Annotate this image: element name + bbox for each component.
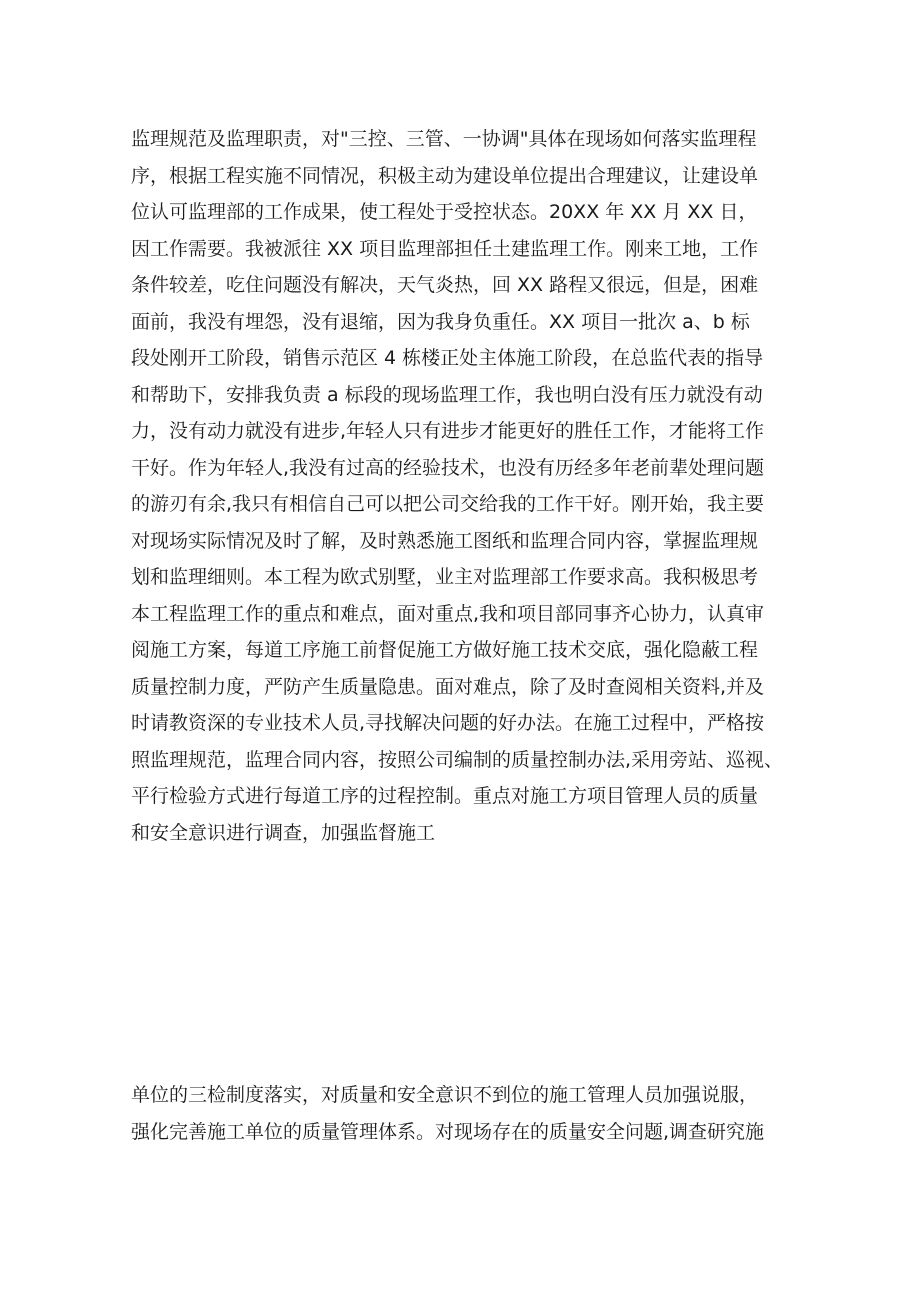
text-line: 和安全意识进行调查，加强监督施工 xyxy=(131,821,436,844)
text-line: 阅施工方案，每道工序施工前督促施工方做好施工技术交底，强化隐蔽工程 xyxy=(131,639,759,661)
text-line: 监理规范及监理职责，对"三控、三管、一协调"具体在现场如何落实监理程 xyxy=(131,128,757,150)
text-line: 强化完善施工单位的质量管理体系。对现场存在的质量安全问题,调查研究施 xyxy=(131,1120,765,1143)
text-line: 本工程监理工作的重点和难点，面对重点,我和项目部同事齐心协力，认真审 xyxy=(131,602,765,625)
text-line: 质量控制力度，严防产生质量隐患。面对难点，除了及时查阅相关资料,并及 xyxy=(131,675,765,698)
body-paragraph xyxy=(131,121,799,851)
text-line: 序，根据工程实施不同情况，积极主动为建设单位提出合理建议，让建设单 xyxy=(131,164,759,187)
continued-paragraph xyxy=(131,1077,799,1150)
text-line: 平行检验方式进行每道工序的过程控制。重点对施工方项目管理人员的质量 xyxy=(131,785,759,807)
text-line: 时请教资深的专业技术人员,寻找解决问题的好办法。在施工过程中，严格按 xyxy=(131,712,765,734)
text-line: 位认可监理部的工作成果，使工程处于受控状态。20XX 年 XX 月 XX 日， xyxy=(131,201,758,223)
text-line: 和帮助下，安排我负责 a 标段的现场监理工作，我也明白没有压力就没有动 xyxy=(131,383,763,406)
text-line: 面前，我没有埋怨，没有退缩，因为我身负重任。XX 项目一批次 a、b 标 xyxy=(131,310,750,333)
text-line: 对现场实际情况及时了解，及时熟悉施工图纸和监理合同内容，掌握监理规 xyxy=(131,529,759,552)
text-line: 力，没有动力就没有进步,年轻人只有进步才能更好的胜任工作，才能将工作 xyxy=(131,420,765,442)
text-line: 划和监理细则。本工程为欧式别墅，业主对监理部工作要求高。我积极思考 xyxy=(131,566,759,588)
text-line: 的游刃有余,我只有相信自己可以把公司交给我的工作干好。刚开始，我主要 xyxy=(131,493,765,515)
text-line: 段处刚开工阶段，销售示范区 4 栋楼正处主体施工阶段，在总监代表的指导 xyxy=(131,347,764,369)
text-line: 单位的三检制度落实，对质量和安全意识不到位的施工管理人员加强说服， xyxy=(131,1084,759,1106)
text-line: 干好。作为年轻人,我没有过高的经验技术，也没有历经多年老前辈处理问题 xyxy=(131,456,765,479)
text-line: 条件较差，吃住问题没有解决，天气炎热，回 XX 路程又很远，但是，困难 xyxy=(131,274,759,296)
text-line: 因工作需要。我被派往 XX 项目监理部担任土建监理工作。刚来工地，工作 xyxy=(131,237,759,260)
text-line: 照监理规范，监理合同内容，按照公司编制的质量控制办法,采用旁站、巡视、 xyxy=(131,748,784,771)
